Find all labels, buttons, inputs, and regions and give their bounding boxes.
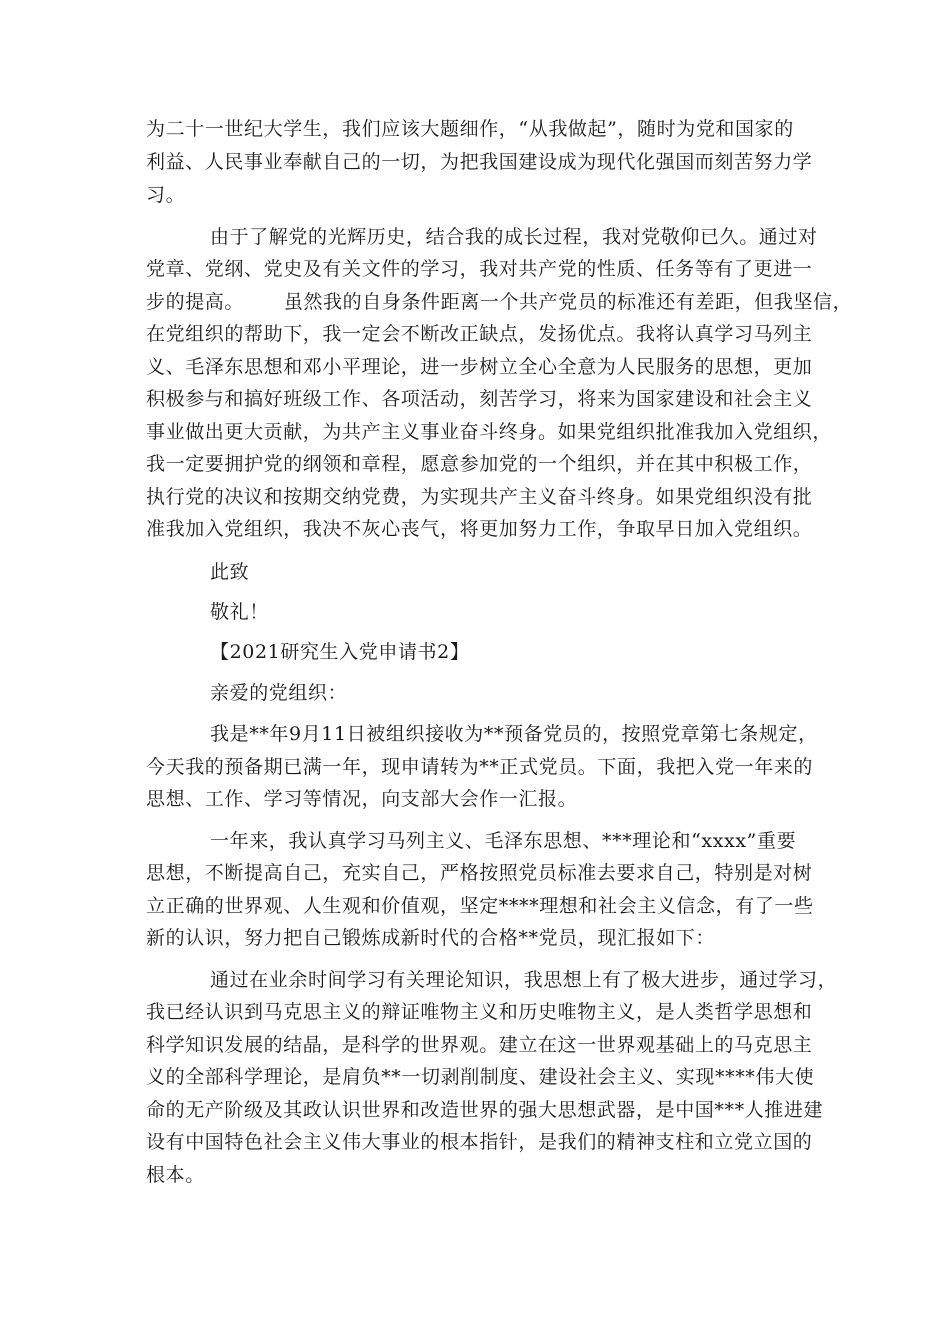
text-line: 立正确的世界观、人生观和价值观，坚定****理想和社会主义信念，有了一些 [146,895,814,917]
text-line: 在党组织的帮助下，我一定会不断改正缺点，发扬优点。我将认真学习马列主 [146,323,813,345]
text-line: 步的提高。 虽然我的自身条件距离一个共产党员的标准还有差距，但我坚信， [146,291,853,313]
section-heading: 【2021研究生入党申请书2】 [210,641,470,663]
text-line: 今天我的预备期已满一年，现申请转为**正式党员。下面，我把入党一年来的 [146,756,814,778]
closing-line: 敬礼！ [210,601,269,623]
text-line: 为二十一世纪大学生，我们应该大题细作，“从我做起”，随时为党和国家的 [146,118,794,140]
text-line: 思想，不断提高自己，充实自己，严格按照党员标准去要求自己，特别是对树 [146,862,813,884]
text-line: 根本。 [146,1164,205,1186]
text-line: 习。 [146,184,186,206]
text-line: 我已经认识到马克思主义的辩证唯物主义和历史唯物主义，是人类哲学思想和 [146,1001,813,1023]
text-line: 积极参与和搞好班级工作、各项活动，刻苦学习，将来为国家建设和社会主义 [146,388,813,410]
text-line: 利益、人民事业奉献自己的一切，为把我国建设成为现代化强国而刻苦努力学 [146,151,813,173]
text-line: 执行党的决议和按期交纳党费，为实现共产主义奋斗终身。如果党组织没有批 [146,486,813,508]
text-line: 我一定要拥护党的纲领和章程，愿意参加党的一个组织，并在其中积极工作， [146,453,813,475]
text-line: 设有中国特色社会主义伟大事业的根本指针，是我们的精神支柱和立党立国的 [146,1131,813,1153]
text-line: 一年来，我认真学习马列主义、毛泽东思想、***理论和“xxxx”重要 [210,830,797,852]
text-line: 准我加入党组织，我决不灰心丧气，将更加努力工作，争取早日加入党组织。 [146,518,813,540]
text-line: 新的认识，努力把自己锻炼成新时代的合格**党员，现汇报如下： [146,927,716,949]
text-line: 义、毛泽东思想和邓小平理论，进一步树立全心全意为人民服务的思想，更加 [146,356,813,378]
text-line: 通过在业余时间学习有关理论知识，我思想上有了极大进步，通过学习， [210,969,838,991]
text-line: 命的无产阶级及其政认识世界和改造世界的强大思想武器，是中国***人推进建 [146,1099,824,1121]
text-line: 科学知识发展的结晶，是科学的世界观。建立在这一世界观基础上的马克思主 [146,1034,813,1056]
text-line: 我是**年9月11日被组织接收为**预备党员的，按照党章第七条规定， [210,723,818,745]
text-line: 事业做出更大贡献，为共产主义事业奋斗终身。如果党组织批准我加入党组织， [146,421,833,443]
salutation-line: 此致 [210,561,250,583]
text-line: 思想、工作、学习等情况，向支部大会作一汇报。 [146,788,578,810]
text-line: 由于了解党的光辉历史，结合我的成长过程，我对党敬仰已久。通过对 [210,226,818,248]
greeting-line: 亲爱的党组织： [210,682,348,704]
text-line: 党章、党纲、党史及有关文件的学习，我对共产党的性质、任务等有了更进一 [146,258,813,280]
text-line: 义的全部科学理论，是肩负**一切剥削制度、建设社会主义、实现****伟大使 [146,1066,815,1088]
